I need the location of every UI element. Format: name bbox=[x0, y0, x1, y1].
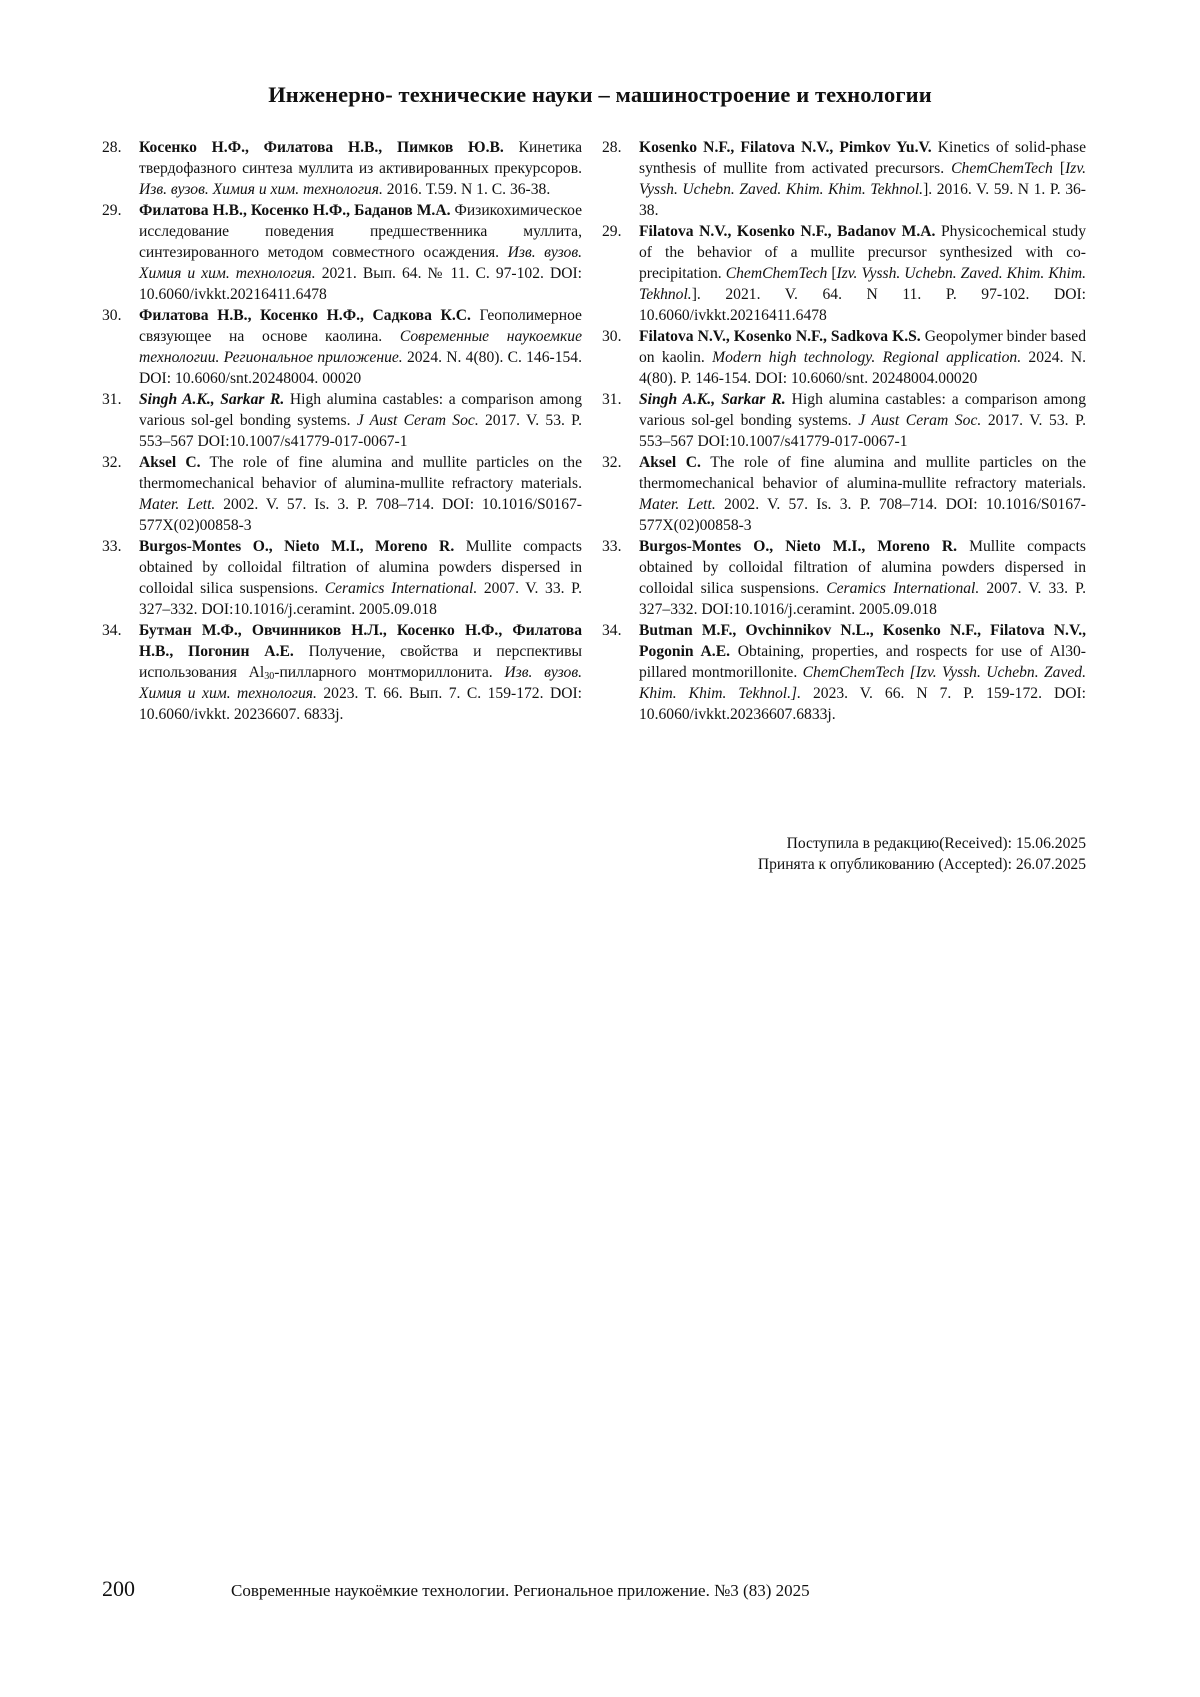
reference-segment: Mullite compacts obtained by colloidal filtration of alumina powders dispersed in colloidal silica suspensions. bbox=[139, 538, 582, 597]
reference-source: Izv. Vyssh. Uchebn. Zaved. Khim. Khim. Tekhnol. bbox=[639, 160, 1086, 198]
reference-text bbox=[139, 536, 582, 620]
reference-segment: [ bbox=[827, 265, 837, 282]
reference-segment: 2017. V. 53. P. 553–567 DOI:10.1007/s41779-017-0067-1 bbox=[139, 412, 582, 450]
reference-segment: 2002. V. 57. Is. 3. P. 708–714. DOI: 10.1016/S0167-577X(02)00858-3 bbox=[139, 496, 582, 534]
reference-number: 34. bbox=[602, 622, 622, 639]
reference-item bbox=[102, 200, 582, 305]
reference-number: 29. bbox=[102, 202, 122, 219]
reference-authors: Косенко Н.Ф., Филатова Н.В., Пимков Ю.В. bbox=[139, 139, 504, 156]
reference-number: 29. bbox=[602, 223, 622, 240]
reference-text bbox=[639, 137, 1086, 221]
reference-source: Современные наукоемкие технологии. Региональное приложение. bbox=[139, 328, 583, 366]
reference-source: Изв. вузов. Химия и хим. технология. bbox=[139, 181, 383, 198]
reference-number: 28. bbox=[102, 139, 122, 156]
reference-segment: 2007. V. 33. P. 327–332. DOI:10.1016/j.ceramint. 2005.09.018 bbox=[139, 580, 582, 618]
reference-segment: Геополимерное связующее на основе каолина. bbox=[139, 307, 582, 345]
reference-authors: Butman M.F., Ovchinnikov N.L., Kosenko N.F., Filatova N.V., Pogonin A.E. bbox=[639, 622, 1086, 660]
reference-item bbox=[102, 389, 582, 452]
reference-segment: High alumina castables: a comparison among various sol-gel bonding systems. bbox=[139, 391, 582, 429]
submission-dates bbox=[758, 833, 1086, 875]
reference-text bbox=[639, 326, 1086, 389]
reference-number: 30. bbox=[102, 307, 122, 324]
reference-item bbox=[102, 137, 582, 200]
reference-authors: Singh A.K., Sarkar R. bbox=[139, 391, 285, 408]
reference-segment: Physicochemical study of the behavior of a mullite precursor synthesized with co-precipitation. bbox=[639, 223, 1087, 282]
reference-segment: 2002. V. 57. Is. 3. P. 708–714. DOI: 10.1016/S0167-577X(02)00858-3 bbox=[639, 496, 1086, 534]
reference-segment: 2021. Вып. 64. № 11. С. 97-102. DOI: 10.6060/ivkkt.20216411.6478 bbox=[139, 265, 582, 303]
reference-segment: [ bbox=[1052, 160, 1066, 177]
reference-authors: Aksel C. bbox=[139, 454, 201, 471]
reference-text bbox=[139, 389, 582, 452]
reference-text bbox=[139, 620, 582, 725]
reference-item bbox=[602, 536, 1086, 620]
reference-authors: Филатова Н.В., Косенко Н.Ф., Садкова К.С. bbox=[139, 307, 471, 324]
journal-title: Современные наукоёмкие технологии. Региональное приложение. №3 (83) 2025 bbox=[231, 1581, 810, 1600]
reference-segment: The role of fine alumina and mullite particles on the thermomechanical behavior of alumina-mullite refractory materials. bbox=[139, 454, 582, 492]
reference-text bbox=[139, 305, 582, 389]
references-english-column bbox=[602, 137, 1086, 725]
reference-segment: ]. 2021. V. 64. N 11. P. 97-102. DOI: 10.6060/ivkkt.20216411.6478 bbox=[639, 286, 1086, 324]
reference-number: 28. bbox=[602, 139, 622, 156]
reference-text bbox=[639, 620, 1086, 725]
reference-segment: Получение, свойства и перспективы использования Al bbox=[139, 643, 582, 681]
reference-number: 32. bbox=[602, 454, 622, 471]
reference-segment: Физикохимическое исследование поведения предшественника муллита, синтезированного методом совместного осаждения. bbox=[139, 202, 582, 261]
reference-text bbox=[139, 200, 582, 305]
reference-source: J Aust Ceram Soc. bbox=[356, 412, 479, 429]
reference-source: Изв. вузов. Химия и хим. технология. bbox=[139, 664, 582, 702]
reference-source: Ceramics International. bbox=[324, 580, 478, 597]
reference-segment: 2024. N. 4(80). С. 146-154. DOI: 10.6060/snt.20248004. 00020 bbox=[139, 349, 582, 387]
reference-source: ChemChemTech bbox=[951, 160, 1053, 177]
reference-source: Mater. Lett. bbox=[139, 496, 216, 513]
reference-number: 32. bbox=[102, 454, 122, 471]
reference-authors: Filatova N.V., Kosenko N.F., Badanov M.A. bbox=[639, 223, 936, 240]
reference-item bbox=[602, 221, 1086, 326]
received-date: Поступила в редакцию(Received): 15.06.2025 bbox=[786, 835, 1086, 852]
reference-segment: 2017. V. 53. P. 553–567 DOI:10.1007/s41779-017-0067-1 bbox=[639, 412, 1086, 450]
reference-item bbox=[102, 305, 582, 389]
reference-segment: The role of fine alumina and mullite particles on the thermomechanical behavior of alumina-mullite refractory materials. bbox=[639, 454, 1086, 492]
reference-item bbox=[602, 326, 1086, 389]
reference-source: ChemChemTech bbox=[725, 265, 828, 282]
reference-source: Mater. Lett. bbox=[639, 496, 716, 513]
reference-item bbox=[102, 620, 582, 725]
reference-segment: 2024. N. 4(80). P. 146-154. DOI: 10.6060/snt. 20248004.00020 bbox=[639, 349, 1086, 387]
reference-authors: Филатова Н.В., Косенко Н.Ф., Баданов М.А. bbox=[139, 202, 451, 219]
reference-number: 31. bbox=[102, 391, 122, 408]
reference-number: 31. bbox=[602, 391, 622, 408]
reference-source: ChemChemTech [Izv. Vyssh. Uchebn. Zaved. Khim. Khim. Tekhnol.]. bbox=[639, 664, 1086, 702]
reference-list-en bbox=[602, 137, 1086, 725]
reference-item bbox=[602, 137, 1086, 221]
reference-text bbox=[639, 452, 1086, 536]
accepted-date: Принята к опубликованию (Accepted): 26.07.2025 bbox=[757, 856, 1086, 873]
reference-authors: Singh A.K., Sarkar R. bbox=[639, 391, 786, 408]
reference-segment: 2023. V. 66. N 7. P. 159-172. DOI: 10.6060/ivkkt.20236607.6833j. bbox=[639, 685, 1086, 723]
reference-source: Изв. вузов. Химия и хим. технология. bbox=[139, 244, 582, 282]
reference-item bbox=[602, 620, 1086, 725]
reference-segment: 2023. Т. 66. Вып. 7. С. 159-172. DOI: 10.6060/ivkkt. 20236607. 6833j. bbox=[139, 685, 582, 723]
reference-number: 30. bbox=[602, 328, 622, 345]
reference-source: Modern high technology. Regional application. bbox=[712, 349, 1022, 366]
reference-text bbox=[639, 536, 1086, 620]
reference-text bbox=[639, 221, 1086, 326]
reference-authors: Aksel C. bbox=[639, 454, 701, 471]
reference-list-ru bbox=[102, 137, 582, 725]
reference-segment: ]. 2016. V. 59. N 1. P. 36-38. bbox=[639, 181, 1086, 219]
reference-item bbox=[602, 389, 1086, 452]
reference-segment: 2007. V. 33. P. 327–332. DOI:10.1016/j.ceramint. 2005.09.018 bbox=[639, 580, 1086, 618]
reference-segment: Mullite compacts obtained by colloidal filtration of alumina powders dispersed in colloidal silica suspensions. bbox=[639, 538, 1086, 597]
reference-segment: Кинетика твердофазного синтеза муллита из активированных прекурсоров. bbox=[139, 139, 582, 177]
running-header: Инженерно- технические науки – машиностроение и технологии bbox=[268, 82, 932, 107]
reference-text bbox=[139, 452, 582, 536]
reference-authors: Kosenko N.F., Filatova N.V., Pimkov Yu.V. bbox=[639, 139, 932, 156]
reference-authors: Filatova N.V., Kosenko N.F., Sadkova K.S. bbox=[639, 328, 921, 345]
reference-number: 33. bbox=[102, 538, 122, 555]
reference-segment: Kinetics of solid-phase synthesis of mullite from activated precursors. bbox=[639, 139, 1086, 177]
reference-item bbox=[102, 452, 582, 536]
reference-segment: Obtaining, properties, and rospects for use of Al30-pillared montmorillonite. bbox=[639, 643, 1087, 681]
reference-number: 34. bbox=[102, 622, 122, 639]
reference-segment: 30 bbox=[264, 671, 275, 682]
reference-segment: 2016. Т.59. N 1. С. 36-38. bbox=[382, 181, 551, 198]
reference-text bbox=[139, 137, 582, 200]
reference-authors: Burgos-Montes O., Nieto M.I., Moreno R. bbox=[139, 538, 455, 555]
page-number: 200 bbox=[102, 1576, 135, 1601]
references-russian-column bbox=[102, 137, 582, 725]
reference-text bbox=[639, 389, 1086, 452]
reference-source: Izv. Vyssh. Uchebn. Zaved. Khim. Khim. Tekhnol. bbox=[639, 265, 1087, 303]
reference-segment: Geopolymer binder based on kaolin. bbox=[639, 328, 1086, 366]
reference-authors: Бутман М.Ф., Овчинников Н.Л., Косенко Н.Ф., Филатова Н.В., Погонин А.Е. bbox=[139, 622, 582, 660]
reference-segment: -пилларного монтмориллонита. bbox=[274, 664, 505, 681]
reference-source: J Aust Ceram Soc. bbox=[858, 412, 982, 429]
reference-authors: Burgos-Montes O., Nieto M.I., Moreno R. bbox=[639, 538, 958, 555]
reference-item bbox=[602, 452, 1086, 536]
reference-segment: High alumina castables: a comparison among various sol-gel bonding systems. bbox=[639, 391, 1086, 429]
reference-number: 33. bbox=[602, 538, 622, 555]
reference-source: Ceramics International. bbox=[826, 580, 980, 597]
reference-item bbox=[102, 536, 582, 620]
